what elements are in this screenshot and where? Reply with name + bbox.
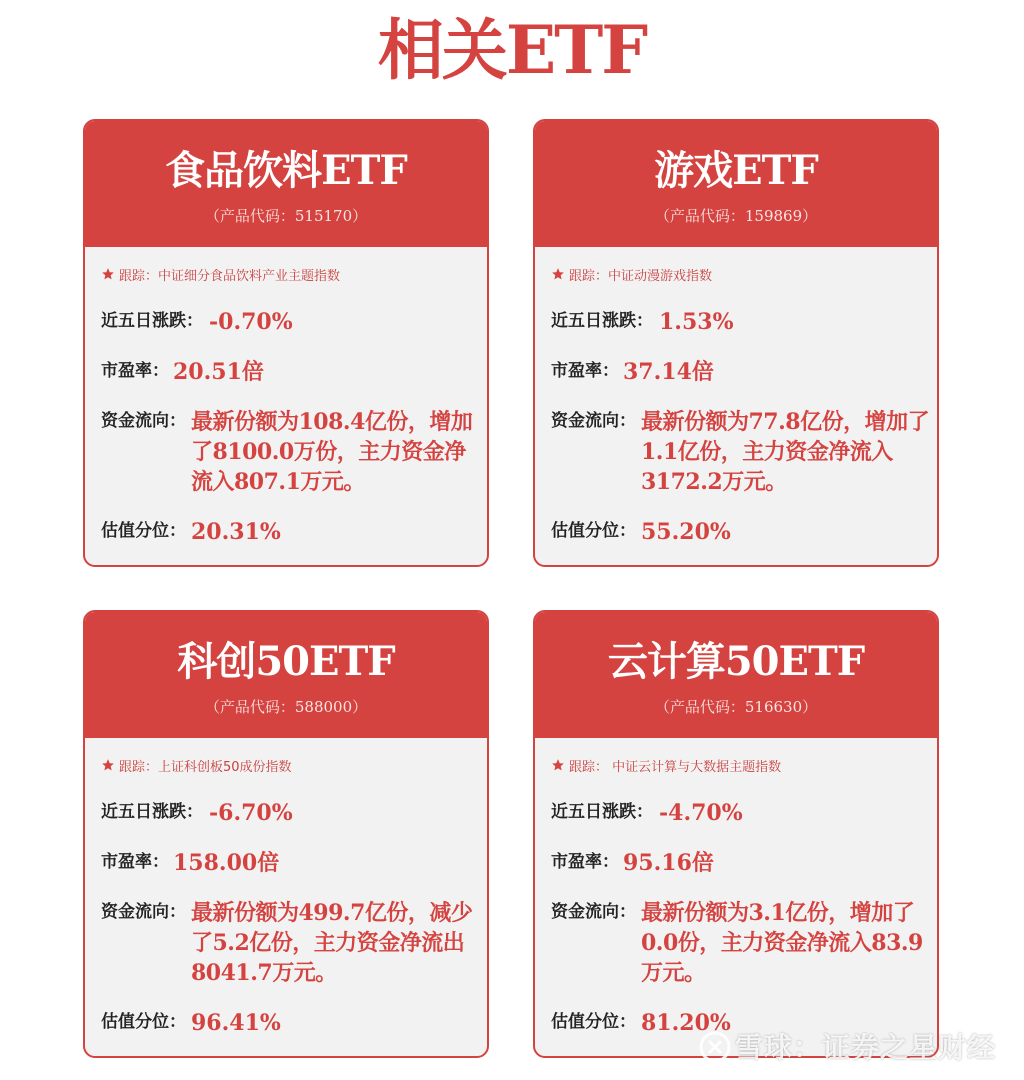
five-day-value: -6.70%: [209, 800, 293, 826]
track-index-row: [551, 758, 781, 778]
etf-card-food-beverage[interactable]: [83, 119, 489, 567]
valuation-label: 估值分位：: [551, 521, 636, 541]
flow-value: 最新份额为77.8亿份，增加了1.1亿份，主力资金净流入3172.2万元。: [641, 409, 930, 495]
pe-label: 市盈率：: [101, 361, 169, 381]
pe-label: 市盈率：: [551, 852, 619, 872]
five-day-label: 近五日涨跌：: [551, 802, 653, 822]
valuation-value: 96.41%: [191, 1010, 281, 1036]
track-index-row: [101, 267, 340, 287]
star-icon: [101, 758, 115, 772]
product-code: （产品代码：588000）: [204, 698, 368, 716]
five-day-label: 近五日涨跌：: [101, 802, 203, 822]
flow-value: 最新份额为108.4亿份，增加了8100.0万份，主力资金净流入807.1万元。: [191, 409, 473, 495]
valuation-label: 估值分位：: [101, 521, 186, 541]
product-code: （产品代码：515170）: [204, 207, 368, 225]
five-day-label: 近五日涨跌：: [551, 311, 653, 331]
track-label: 跟踪：: [119, 269, 159, 284]
pe-value: 37.14倍: [623, 359, 714, 385]
page-title: 相关ETF: [377, 11, 647, 89]
product-code: （产品代码：159869）: [654, 207, 818, 225]
etf-card-gaming[interactable]: [533, 119, 939, 567]
valuation-value: 81.20%: [641, 1010, 731, 1036]
valuation-label: 估值分位：: [551, 1012, 636, 1032]
star-icon: [551, 758, 565, 772]
five-day-value: -4.70%: [659, 800, 743, 826]
flow-value: 最新份额为3.1亿份，增加了0.0份，主力资金净流入83.9万元。: [641, 900, 923, 986]
track-index-name: 中证动漫游戏指数: [608, 269, 713, 284]
star-icon: [101, 267, 115, 281]
card-header: [85, 121, 487, 247]
card-header: [535, 121, 937, 247]
pe-label: 市盈率：: [101, 852, 169, 872]
flow-label: 资金流向：: [101, 902, 186, 922]
pe-value: 20.51倍: [173, 359, 264, 385]
valuation-value: 20.31%: [191, 519, 281, 545]
track-index-name: 中证细分食品饮料产业主题指数: [158, 269, 341, 284]
track-index-row: [551, 267, 712, 287]
pe-label: 市盈率：: [551, 361, 619, 381]
etf-name: 游戏ETF: [654, 147, 818, 194]
track-index-name: 上证科创板50成份指数: [158, 760, 292, 775]
etf-card-cloud-computing[interactable]: [533, 610, 939, 1058]
watermark: [699, 1026, 996, 1066]
track-label: 跟踪：: [119, 760, 159, 775]
flow-value: 最新份额为499.7亿份，减少了5.2亿份，主力资金净流出8041.7万元。: [191, 900, 473, 986]
five-day-label: 近五日涨跌：: [101, 311, 203, 331]
track-index-name: 中证云计算与大数据主题指数: [608, 760, 782, 775]
etf-name: 云计算50ETF: [607, 638, 865, 685]
five-day-value: -0.70%: [209, 309, 293, 335]
snowball-logo-icon: [699, 1031, 731, 1063]
valuation-label: 估值分位：: [101, 1012, 186, 1032]
track-index-row: [101, 758, 292, 778]
etf-card-star50[interactable]: [83, 610, 489, 1058]
star-icon: [551, 267, 565, 281]
etf-name: 科创50ETF: [177, 638, 395, 685]
product-code: （产品代码：516630）: [654, 698, 818, 716]
pe-value: 95.16倍: [623, 850, 714, 876]
track-label: 跟踪：: [569, 269, 609, 284]
track-label: 跟踪：: [569, 760, 609, 775]
card-header: [85, 612, 487, 738]
flow-label: 资金流向：: [551, 411, 636, 431]
card-header: [535, 612, 937, 738]
flow-label: 资金流向：: [101, 411, 186, 431]
etf-name: 食品饮料ETF: [165, 147, 407, 194]
five-day-value: 1.53%: [659, 309, 734, 335]
watermark-text: 雪球：证券之星财经: [734, 1031, 996, 1064]
pe-value: 158.00倍: [173, 850, 280, 876]
flow-label: 资金流向：: [551, 902, 636, 922]
valuation-value: 55.20%: [641, 519, 731, 545]
